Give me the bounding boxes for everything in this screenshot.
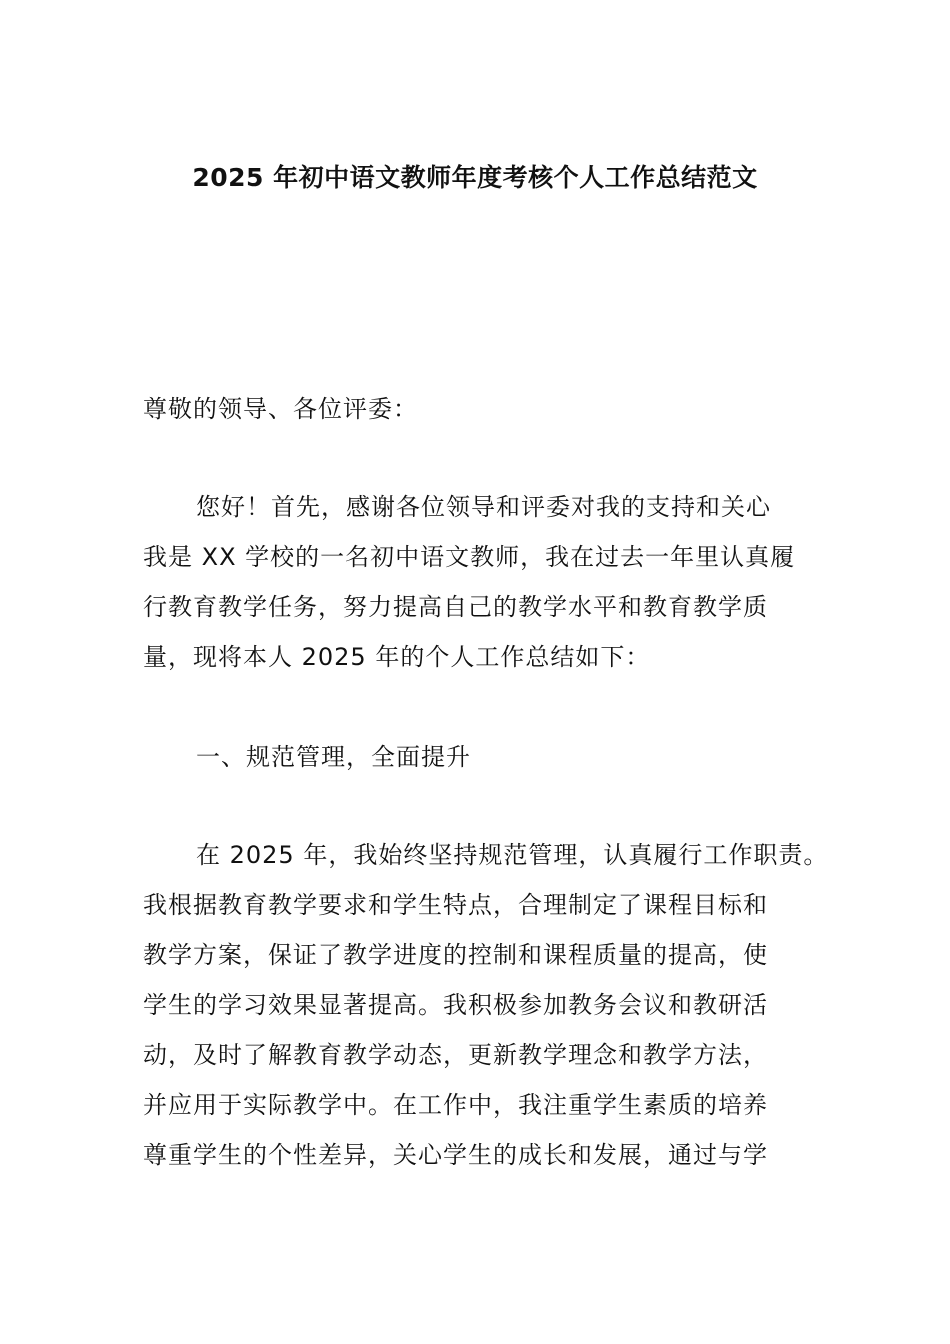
document-title: 2025 年初中语文教师年度考核个人工作总结范文 bbox=[192, 163, 758, 192]
section-1-line-1: 在 2025 年，我始终坚持规范管理，认真履行工作职责。 bbox=[196, 841, 829, 869]
salutation: 尊敬的领导、各位评委： bbox=[143, 395, 418, 423]
section-1-line-6: 并应用于实际教学中。在工作中，我注重学生素质的培养 bbox=[143, 1091, 768, 1119]
section-1-line-4: 学生的学习效果显著提高。我积极参加教务会议和教研活 bbox=[143, 991, 768, 1019]
intro-line-2: 我是 XX 学校的一名初中语文教师，我在过去一年里认真履 bbox=[143, 543, 796, 571]
intro-line-4: 量，现将本人 2025 年的个人工作总结如下： bbox=[143, 643, 651, 671]
section-1-heading: 一、规范管理，全面提升 bbox=[196, 743, 471, 771]
section-1-line-2: 我根据教育教学要求和学生特点，合理制定了课程目标和 bbox=[143, 891, 768, 919]
section-1-line-3: 教学方案，保证了教学进度的控制和课程质量的提高，使 bbox=[143, 941, 768, 969]
intro-line-1: 您好！首先，感谢各位领导和评委对我的支持和关心 bbox=[196, 493, 771, 521]
section-1-line-5: 动，及时了解教育教学动态，更新教学理念和教学方法， bbox=[143, 1041, 768, 1069]
section-1-line-7: 尊重学生的个性差异，关心学生的成长和发展，通过与学 bbox=[143, 1141, 768, 1169]
intro-line-3: 行教育教学任务，努力提高自己的教学水平和教育教学质 bbox=[143, 593, 768, 621]
